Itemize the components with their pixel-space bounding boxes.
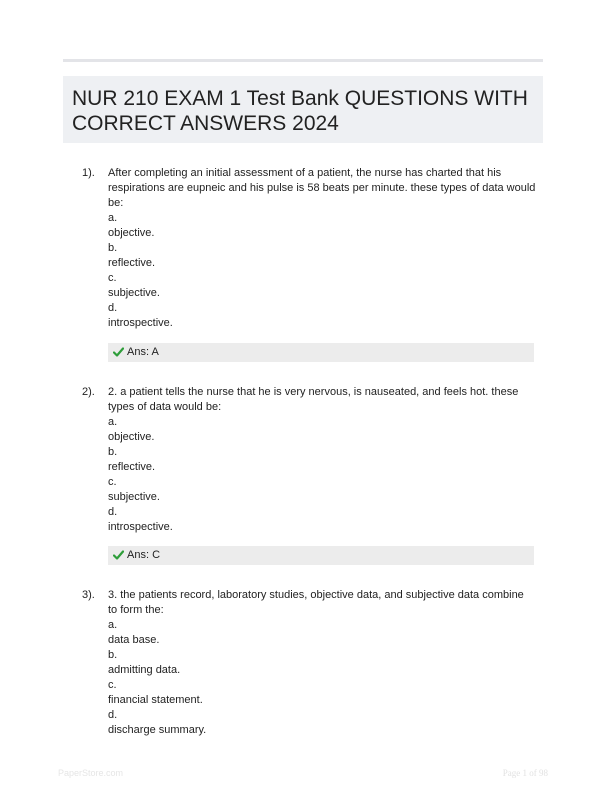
answer-text: Ans: C bbox=[127, 549, 161, 561]
option-text: subjective. bbox=[108, 287, 160, 299]
page-number: Page 1 of 98 bbox=[502, 768, 548, 778]
question-number: 3). bbox=[82, 589, 95, 601]
option-letter: b. bbox=[108, 649, 118, 661]
question-number: 1). bbox=[82, 167, 95, 179]
question-stem: 2. a patient tells the nurse that he is very nervous, is nauseated, and feels hot. these types of data would be: bbox=[108, 386, 519, 413]
answer-box bbox=[108, 546, 534, 565]
question-body bbox=[108, 166, 536, 331]
top-divider bbox=[63, 59, 543, 62]
question-number: 2). bbox=[82, 386, 95, 398]
option-letter: a. bbox=[108, 619, 118, 631]
answer-box bbox=[108, 343, 534, 362]
question-body bbox=[108, 588, 536, 738]
option-text: financial statement. bbox=[108, 694, 203, 706]
option-text: reflective. bbox=[108, 461, 156, 473]
checkmark-icon bbox=[113, 347, 124, 357]
option-letter: c. bbox=[108, 272, 117, 284]
option-letter: a. bbox=[108, 212, 118, 224]
option-letter: b. bbox=[108, 446, 118, 458]
question-stem: After completing an initial assessment of a patient, the nurse has charted that his respirations are eupneic and his pulse is 58 beats per minute. these types of data would be: bbox=[108, 167, 536, 209]
option-letter: b. bbox=[108, 242, 118, 254]
option-text: introspective. bbox=[108, 317, 173, 329]
option-text: introspective. bbox=[108, 521, 173, 533]
option-letter: c. bbox=[108, 679, 117, 691]
option-letter: c. bbox=[108, 476, 117, 488]
question-stem: 3. the patients record, laboratory studies, objective data, and subjective data combine to form the: bbox=[108, 589, 524, 616]
option-text: admitting data. bbox=[108, 664, 181, 676]
option-text: discharge summary. bbox=[108, 724, 207, 736]
option-text: data base. bbox=[108, 634, 160, 646]
option-letter: a. bbox=[108, 416, 118, 428]
title-banner bbox=[63, 76, 543, 143]
option-letter: d. bbox=[108, 302, 118, 314]
option-text: reflective. bbox=[108, 257, 156, 269]
option-letter: d. bbox=[108, 709, 118, 721]
answer-text: Ans: A bbox=[127, 346, 159, 358]
checkmark-icon bbox=[113, 550, 124, 560]
question-body bbox=[108, 385, 536, 535]
option-text: objective. bbox=[108, 227, 155, 239]
footer-watermark: PaperStore.com bbox=[58, 768, 124, 778]
option-text: subjective. bbox=[108, 491, 160, 503]
option-letter: d. bbox=[108, 506, 118, 518]
page-title: NUR 210 EXAM 1 Test Bank QUESTIONS WITH CORRECT ANSWERS 2024 bbox=[72, 87, 528, 135]
option-text: objective. bbox=[108, 431, 155, 443]
